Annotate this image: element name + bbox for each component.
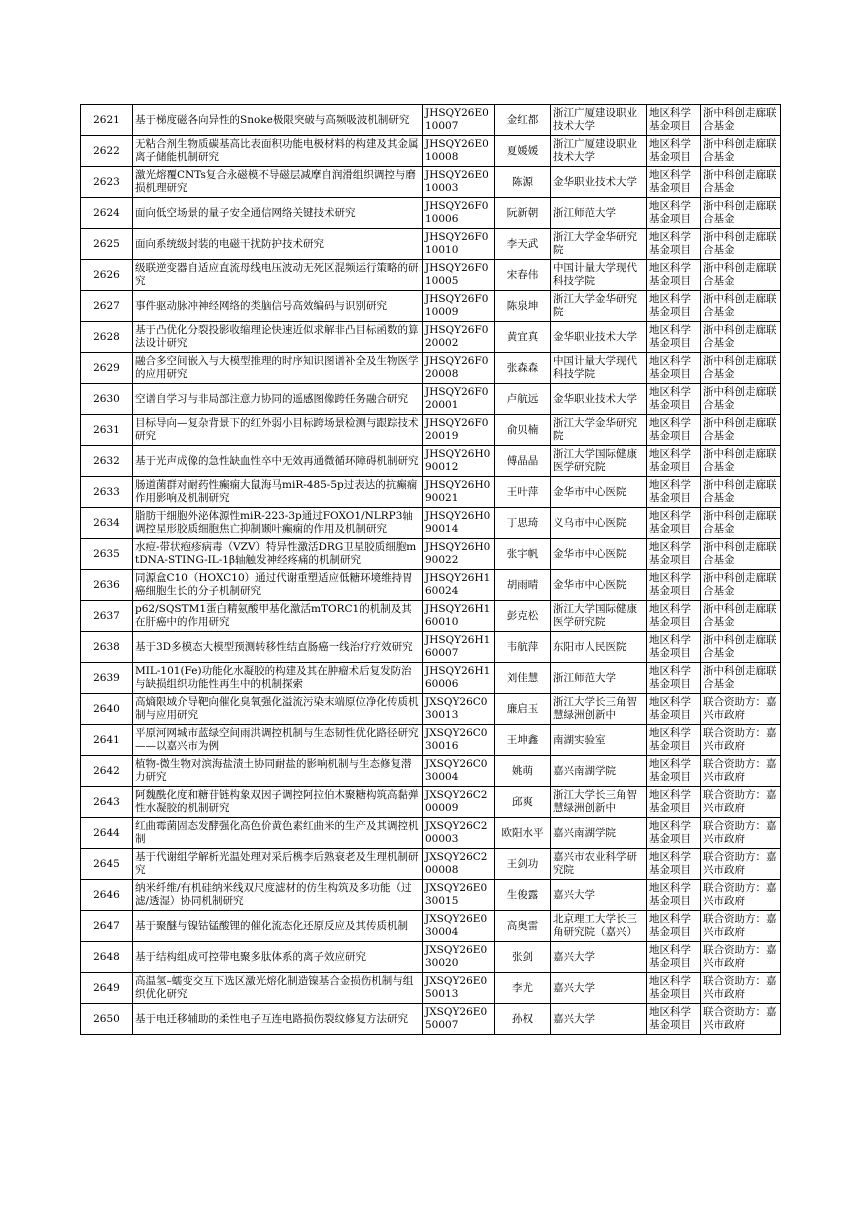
row-number: 2636 (81, 570, 133, 601)
project-table (80, 104, 781, 1035)
table-row (81, 849, 781, 880)
table-row (81, 539, 781, 570)
project-title: p62/SQSTM1蛋白精氨酸甲基化激活mTORC1的机制及其在肝癌中的作用研究 (133, 601, 423, 632)
project-code: JXSQY26E030015 (423, 880, 495, 911)
principal-investigator: 廉启玉 (495, 694, 551, 725)
fund-name: 浙中科创走廊联合基金 (701, 353, 781, 384)
project-category: 地区科学基金项目 (647, 849, 701, 880)
table-row (81, 1004, 781, 1035)
project-title: 无粘合剂生物质碳基高比表面积功能电极材料的构建及其金属离子储能机制研究 (133, 136, 423, 167)
fund-name: 浙中科创走廊联合基金 (701, 136, 781, 167)
project-code: JHSQY26H160007 (423, 632, 495, 663)
row-number: 2642 (81, 756, 133, 787)
fund-name: 联合资助方：嘉兴市政府 (701, 694, 781, 725)
project-category: 地区科学基金项目 (647, 942, 701, 973)
principal-investigator: 胡雨晴 (495, 570, 551, 601)
principal-investigator: 张剑 (495, 942, 551, 973)
institution: 嘉兴南湖学院 (551, 756, 647, 787)
row-number: 2629 (81, 353, 133, 384)
table-row (81, 942, 781, 973)
table-row (81, 446, 781, 477)
table-row (81, 508, 781, 539)
principal-investigator: 姚萌 (495, 756, 551, 787)
table-row (81, 477, 781, 508)
project-code: JHSQY26H090014 (423, 508, 495, 539)
row-number: 2626 (81, 260, 133, 291)
project-code: JXSQY26C030013 (423, 694, 495, 725)
project-code: JHSQY26F010010 (423, 229, 495, 260)
project-code: JXSQY26E030020 (423, 942, 495, 973)
table-row (81, 322, 781, 353)
institution: 义乌市中心医院 (551, 508, 647, 539)
institution: 金华市中心医院 (551, 477, 647, 508)
project-code: JHSQY26E010008 (423, 136, 495, 167)
project-category: 地区科学基金项目 (647, 973, 701, 1004)
project-title: 红曲霉菌固态发酵强化高色价黄色素红曲米的生产及其调控机制 (133, 818, 423, 849)
project-category: 地区科学基金项目 (647, 539, 701, 570)
project-category: 地区科学基金项目 (647, 477, 701, 508)
project-title: 基于光声成像的急性缺血性卒中无效再通微循环障碍机制研究 (133, 446, 423, 477)
table-row (81, 973, 781, 1004)
principal-investigator: 张宇帆 (495, 539, 551, 570)
institution: 嘉兴大学 (551, 942, 647, 973)
row-number: 2645 (81, 849, 133, 880)
project-title: 高温氢–蠕变交互下选区激光熔化制造镍基合金损伤机制与组织优化研究 (133, 973, 423, 1004)
institution: 浙江大学金华研究院 (551, 229, 647, 260)
principal-investigator: 陈泉坤 (495, 291, 551, 322)
project-category: 地区科学基金项目 (647, 694, 701, 725)
table-body (81, 105, 781, 1035)
fund-name: 浙中科创走廊联合基金 (701, 601, 781, 632)
project-category: 地区科学基金项目 (647, 446, 701, 477)
project-category: 地区科学基金项目 (647, 260, 701, 291)
institution: 嘉兴市农业科学研究院 (551, 849, 647, 880)
row-number: 2624 (81, 198, 133, 229)
table-row (81, 911, 781, 942)
project-category: 地区科学基金项目 (647, 601, 701, 632)
institution: 金华职业技术大学 (551, 322, 647, 353)
project-title: 基于结构组成可控带电聚多肽体系的离子效应研究 (133, 942, 423, 973)
project-code: JHSQY26E010003 (423, 167, 495, 198)
principal-investigator: 生俊露 (495, 880, 551, 911)
row-number: 2627 (81, 291, 133, 322)
fund-name: 浙中科创走廊联合基金 (701, 477, 781, 508)
row-number: 2625 (81, 229, 133, 260)
fund-name: 联合资助方：嘉兴市政府 (701, 942, 781, 973)
principal-investigator: 丁思琦 (495, 508, 551, 539)
project-code: JHSQY26F010009 (423, 291, 495, 322)
project-title: 植物-微生物对滨海盐渍土协同耐盐的影响机制与生态修复潜力研究 (133, 756, 423, 787)
row-number: 2647 (81, 911, 133, 942)
fund-name: 联合资助方：嘉兴市政府 (701, 849, 781, 880)
row-number: 2632 (81, 446, 133, 477)
institution: 浙江大学长三角智慧绿洲创新中 (551, 694, 647, 725)
fund-name: 浙中科创走廊联合基金 (701, 663, 781, 694)
fund-name: 浙中科创走廊联合基金 (701, 229, 781, 260)
project-category: 地区科学基金项目 (647, 818, 701, 849)
fund-name: 联合资助方：嘉兴市政府 (701, 725, 781, 756)
table-row (81, 601, 781, 632)
project-code: JHSQY26F010005 (423, 260, 495, 291)
table-row (81, 880, 781, 911)
table-row (81, 694, 781, 725)
institution: 北京理工大学长三角研究院（嘉兴） (551, 911, 647, 942)
row-number: 2640 (81, 694, 133, 725)
table-row (81, 260, 781, 291)
project-title: 基于聚醚与镍钴锰酸锂的催化流态化还原反应及其传质机制 (133, 911, 423, 942)
project-category: 地区科学基金项目 (647, 229, 701, 260)
project-title: 空谱自学习与非局部注意力协同的遥感图像跨任务融合研究 (133, 384, 423, 415)
project-category: 地区科学基金项目 (647, 508, 701, 539)
fund-name: 联合资助方：嘉兴市政府 (701, 756, 781, 787)
fund-name: 浙中科创走廊联合基金 (701, 198, 781, 229)
fund-name: 浙中科创走廊联合基金 (701, 446, 781, 477)
principal-investigator: 王剑功 (495, 849, 551, 880)
institution: 金华职业技术大学 (551, 167, 647, 198)
project-category: 地区科学基金项目 (647, 1004, 701, 1035)
principal-investigator: 陈源 (495, 167, 551, 198)
project-code: JHSQY26F020019 (423, 415, 495, 446)
project-code: JHSQY26H160006 (423, 663, 495, 694)
institution: 中国计量大学现代科技学院 (551, 260, 647, 291)
project-code: JHSQY26F020001 (423, 384, 495, 415)
institution: 金华市中心医院 (551, 570, 647, 601)
principal-investigator: 黄宜真 (495, 322, 551, 353)
row-number: 2643 (81, 787, 133, 818)
project-title: MIL-101(Fe)功能化水凝胶的构建及其在肿瘤术后复发防治与缺损组织功能性再生中的机制探索 (133, 663, 423, 694)
row-number: 2638 (81, 632, 133, 663)
principal-investigator: 欧阳水平 (495, 818, 551, 849)
institution: 嘉兴大学 (551, 1004, 647, 1035)
fund-name: 浙中科创走廊联合基金 (701, 105, 781, 136)
institution: 浙江大学长三角智慧绿洲创新中 (551, 787, 647, 818)
table-row (81, 229, 781, 260)
project-code: JXSQY26C030016 (423, 725, 495, 756)
project-category: 地区科学基金项目 (647, 322, 701, 353)
project-code: JXSQY26C200008 (423, 849, 495, 880)
project-title: 肠道菌群对耐药性癫痫大鼠海马miR-485-5p过表达的抗癫痫作用影响及机制研究 (133, 477, 423, 508)
project-code: JHSQY26F020008 (423, 353, 495, 384)
table-row (81, 756, 781, 787)
principal-investigator: 彭克松 (495, 601, 551, 632)
project-code: JXSQY26C200003 (423, 818, 495, 849)
project-code: JHSQY26H090021 (423, 477, 495, 508)
row-number: 2631 (81, 415, 133, 446)
principal-investigator: 李尤 (495, 973, 551, 1004)
principal-investigator: 邱爽 (495, 787, 551, 818)
institution: 金华职业技术大学 (551, 384, 647, 415)
project-code: JHSQY26H090012 (423, 446, 495, 477)
project-title: 基于电迁移辅助的柔性电子互连电路损伤裂纹修复方法研究 (133, 1004, 423, 1035)
row-number: 2637 (81, 601, 133, 632)
row-number: 2646 (81, 880, 133, 911)
institution: 浙江大学国际健康医学研究院 (551, 601, 647, 632)
project-title: 基于凸优化分裂投影收缩理论快速近似求解非凸目标函数的算法设计研究 (133, 322, 423, 353)
fund-name: 浙中科创走廊联合基金 (701, 322, 781, 353)
project-title: 基于3D多模态大模型预测转移性结直肠癌一线治疗疗效研究 (133, 632, 423, 663)
fund-name: 联合资助方：嘉兴市政府 (701, 787, 781, 818)
project-category: 地区科学基金项目 (647, 787, 701, 818)
project-title: 激光熔覆CNTs复合永磁模不导磁层减摩自润滑组织调控与磨损机理研究 (133, 167, 423, 198)
row-number: 2630 (81, 384, 133, 415)
principal-investigator: 傅晶晶 (495, 446, 551, 477)
project-title: 基于梯度磁各向异性的Snoke极限突破与高频吸波机制研究 (133, 105, 423, 136)
row-number: 2633 (81, 477, 133, 508)
project-category: 地区科学基金项目 (647, 632, 701, 663)
fund-name: 联合资助方：嘉兴市政府 (701, 973, 781, 1004)
principal-investigator: 张森森 (495, 353, 551, 384)
fund-name: 联合资助方：嘉兴市政府 (701, 1004, 781, 1035)
table-row (81, 415, 781, 446)
institution: 中国计量大学现代科技学院 (551, 353, 647, 384)
fund-name: 浙中科创走廊联合基金 (701, 415, 781, 446)
project-code: JHSQY26E010007 (423, 105, 495, 136)
institution: 浙江大学国际健康医学研究院 (551, 446, 647, 477)
project-category: 地区科学基金项目 (647, 756, 701, 787)
principal-investigator: 卢航远 (495, 384, 551, 415)
principal-investigator: 俞贝楠 (495, 415, 551, 446)
row-number: 2622 (81, 136, 133, 167)
table-row (81, 167, 781, 198)
principal-investigator: 王坤鑫 (495, 725, 551, 756)
project-category: 地区科学基金项目 (647, 167, 701, 198)
table-row (81, 353, 781, 384)
project-category: 地区科学基金项目 (647, 880, 701, 911)
principal-investigator: 王叶萍 (495, 477, 551, 508)
principal-investigator: 李天武 (495, 229, 551, 260)
project-title: 级联逆变器自适应直流母线电压波动无死区混频运行策略的研究 (133, 260, 423, 291)
project-category: 地区科学基金项目 (647, 415, 701, 446)
fund-name: 联合资助方：嘉兴市政府 (701, 880, 781, 911)
table-row (81, 136, 781, 167)
project-title: 水痘-带状疱疹病毒（VZV）特异性激活DRG卫星胶质细胞mtDNA-STING-IL-1β轴触发神经疼痛的机制研究 (133, 539, 423, 570)
project-category: 地区科学基金项目 (647, 725, 701, 756)
row-number: 2635 (81, 539, 133, 570)
table-row (81, 632, 781, 663)
project-category: 地区科学基金项目 (647, 105, 701, 136)
principal-investigator: 刘佳慧 (495, 663, 551, 694)
principal-investigator: 孙权 (495, 1004, 551, 1035)
table-row (81, 663, 781, 694)
table-row (81, 725, 781, 756)
row-number: 2644 (81, 818, 133, 849)
project-title: 面向系统级封装的电磁干扰防护技术研究 (133, 229, 423, 260)
row-number: 2628 (81, 322, 133, 353)
table-row (81, 384, 781, 415)
institution: 浙江广厦建设职业技术大学 (551, 136, 647, 167)
institution: 浙江师范大学 (551, 198, 647, 229)
institution: 金华市中心医院 (551, 539, 647, 570)
institution: 嘉兴南湖学院 (551, 818, 647, 849)
project-category: 地区科学基金项目 (647, 384, 701, 415)
fund-name: 浙中科创走廊联合基金 (701, 539, 781, 570)
project-title: 高熵限域介导靶向催化臭氧强化溢流污染末端原位净化传质机制与应用研究 (133, 694, 423, 725)
project-title: 平原河网城市蓝绿空间雨洪调控机制与生态韧性优化路径研究——以嘉兴市为例 (133, 725, 423, 756)
row-number: 2621 (81, 105, 133, 136)
project-code: JHSQY26H160010 (423, 601, 495, 632)
fund-name: 浙中科创走廊联合基金 (701, 508, 781, 539)
principal-investigator: 韦航萍 (495, 632, 551, 663)
institution: 嘉兴大学 (551, 880, 647, 911)
project-category: 地区科学基金项目 (647, 353, 701, 384)
institution: 东阳市人民医院 (551, 632, 647, 663)
project-title: 脂肪干细胞外泌体源性miR-223-3p通过FOXO1/NLRP3轴调控星形胶质细胞焦亡抑制颞叶癫痫的作用及机制研究 (133, 508, 423, 539)
institution: 浙江师范大学 (551, 663, 647, 694)
project-title: 阿魏酰化度和糖苷链构象双因子调控阿拉伯木聚糖构筑高黏弹性水凝胶的机制研究 (133, 787, 423, 818)
project-title: 基于代谢组学解析光温处理对采后槜李后熟衰老及生理机制研究 (133, 849, 423, 880)
row-number: 2648 (81, 942, 133, 973)
project-code: JXSQY26E050007 (423, 1004, 495, 1035)
institution: 浙江广厦建设职业技术大学 (551, 105, 647, 136)
principal-investigator: 宋春伟 (495, 260, 551, 291)
project-title: 目标导向—复杂背景下的红外弱小目标跨场景检测与跟踪技术研究 (133, 415, 423, 446)
project-title: 面向低空场景的量子安全通信网络关键技术研究 (133, 198, 423, 229)
fund-name: 浙中科创走廊联合基金 (701, 632, 781, 663)
project-title: 纳米纤维/有机硅纳米线双尺度滤材的仿生构筑及多功能（过滤/透湿）协同机制研究 (133, 880, 423, 911)
project-title: 事件驱动脉冲神经网络的类脑信号高效编码与识别研究 (133, 291, 423, 322)
fund-name: 联合资助方：嘉兴市政府 (701, 911, 781, 942)
table-row (81, 787, 781, 818)
project-code: JXSQY26E030004 (423, 911, 495, 942)
project-code: JHSQY26F010006 (423, 198, 495, 229)
row-number: 2634 (81, 508, 133, 539)
principal-investigator: 金红都 (495, 105, 551, 136)
principal-investigator: 阮新朝 (495, 198, 551, 229)
fund-name: 浙中科创走廊联合基金 (701, 570, 781, 601)
table-row (81, 105, 781, 136)
project-code: JXSQY26C200009 (423, 787, 495, 818)
fund-name: 浙中科创走廊联合基金 (701, 291, 781, 322)
table-row (81, 291, 781, 322)
table-row (81, 818, 781, 849)
row-number: 2649 (81, 973, 133, 1004)
project-code: JXSQY26E050013 (423, 973, 495, 1004)
row-number: 2639 (81, 663, 133, 694)
project-category: 地区科学基金项目 (647, 663, 701, 694)
principal-investigator: 夏媛媛 (495, 136, 551, 167)
fund-name: 浙中科创走廊联合基金 (701, 260, 781, 291)
project-title: 融合多空间嵌入与大模型推理的时序知识图谱补全及生物医学的应用研究 (133, 353, 423, 384)
project-title: 同源盒C10（HOXC10）通过代谢重塑适应低糖环境维持胃癌细胞生长的分子机制研究 (133, 570, 423, 601)
fund-name: 联合资助方：嘉兴市政府 (701, 818, 781, 849)
row-number: 2641 (81, 725, 133, 756)
project-category: 地区科学基金项目 (647, 911, 701, 942)
fund-name: 浙中科创走廊联合基金 (701, 167, 781, 198)
project-code: JHSQY26F020002 (423, 322, 495, 353)
project-code: JHSQY26H090022 (423, 539, 495, 570)
project-category: 地区科学基金项目 (647, 291, 701, 322)
principal-investigator: 高奥雷 (495, 911, 551, 942)
project-category: 地区科学基金项目 (647, 136, 701, 167)
project-category: 地区科学基金项目 (647, 570, 701, 601)
institution: 浙江大学金华研究院 (551, 291, 647, 322)
table-row (81, 198, 781, 229)
table-row (81, 570, 781, 601)
institution: 南湖实验室 (551, 725, 647, 756)
institution: 浙江大学金华研究院 (551, 415, 647, 446)
project-code: JHSQY26H160024 (423, 570, 495, 601)
institution: 嘉兴大学 (551, 973, 647, 1004)
row-number: 2650 (81, 1004, 133, 1035)
project-code: JXSQY26C030004 (423, 756, 495, 787)
fund-name: 浙中科创走廊联合基金 (701, 384, 781, 415)
row-number: 2623 (81, 167, 133, 198)
project-category: 地区科学基金项目 (647, 198, 701, 229)
